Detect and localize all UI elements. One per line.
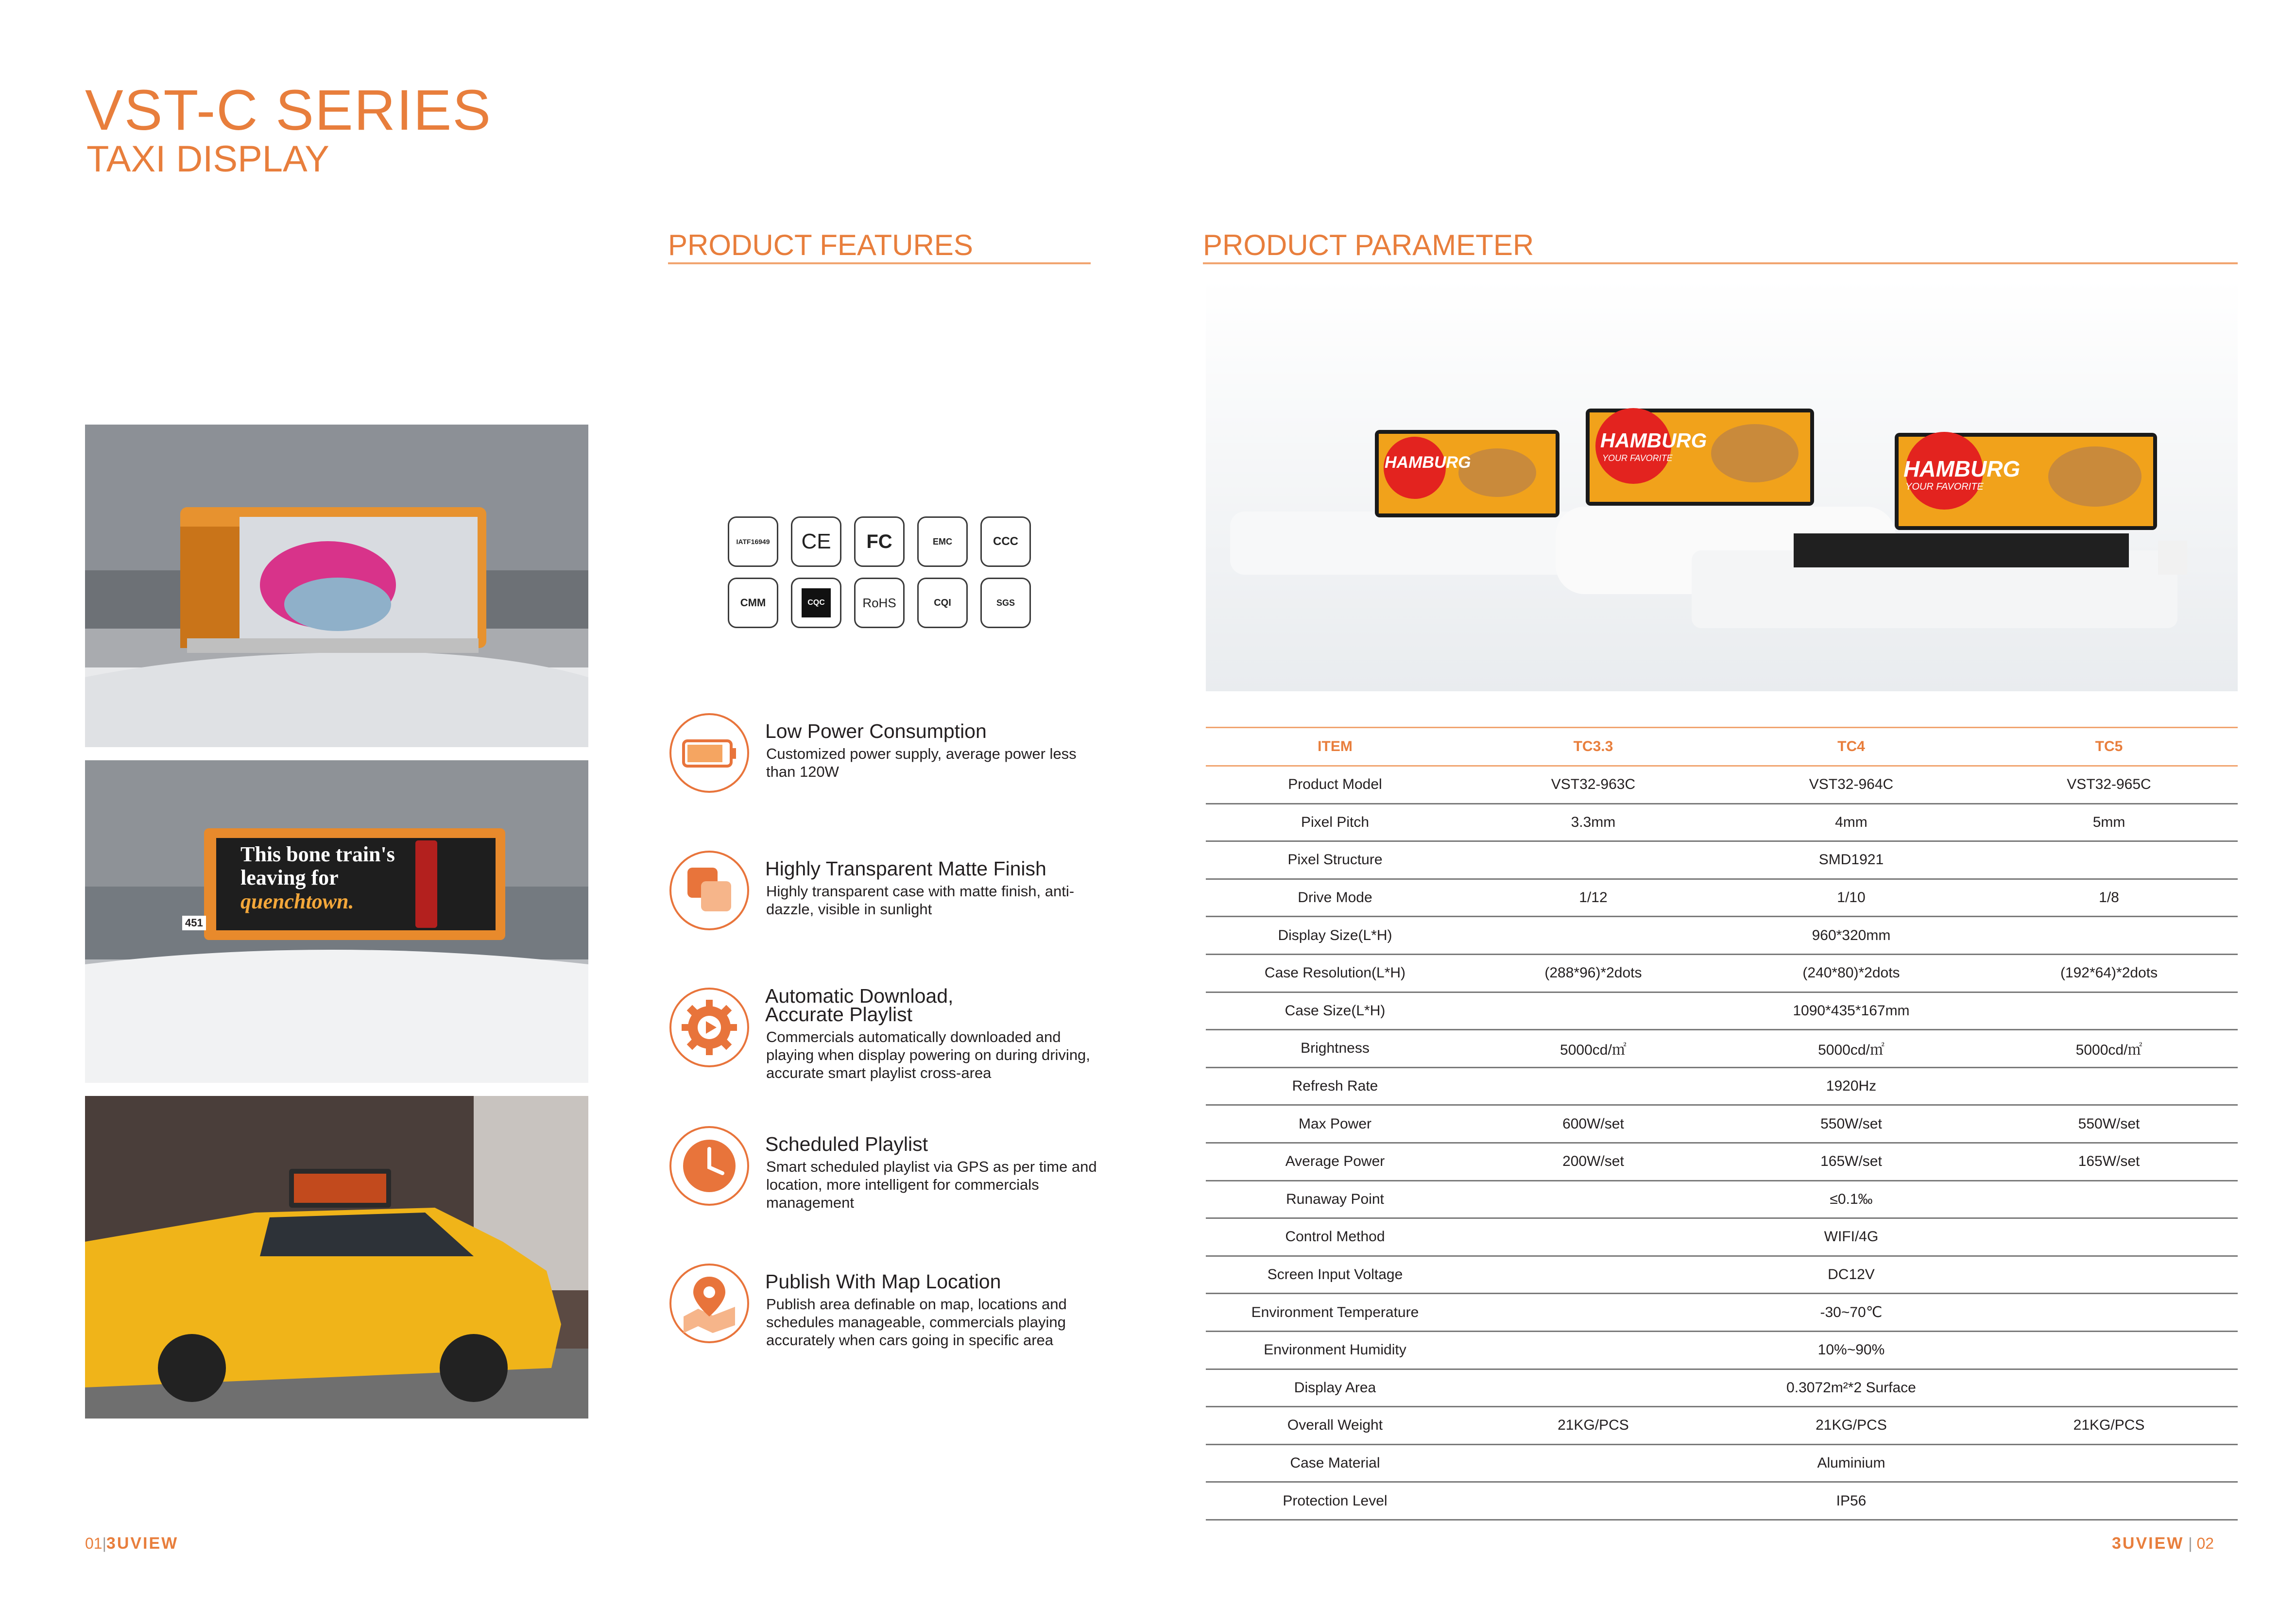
param-value: 550W/set [1980, 1105, 2238, 1143]
yellow-taxi-photo [85, 1096, 588, 1419]
cert-fc-icon: FC [854, 516, 905, 567]
param-value: (288*96)*2dots [1464, 954, 1722, 992]
param-label: Environment Temperature [1206, 1294, 1464, 1332]
cert-cqc-icon: CQC [791, 578, 841, 628]
param-value [1980, 917, 2238, 955]
param-value [1464, 1444, 1722, 1482]
parameter-heading-rule [1203, 262, 2238, 264]
footer-left: 01|3UVIEW [85, 1534, 179, 1553]
feature-low-power [668, 712, 1105, 799]
param-value: 5mm [1980, 804, 2238, 841]
param-value [1464, 1331, 1722, 1369]
feature-scheduled-playlist [668, 1125, 1105, 1222]
table-row [1206, 1407, 2238, 1445]
param-value [1464, 1294, 1722, 1332]
param-value [1980, 1256, 2238, 1294]
gear-play-icon [668, 986, 751, 1069]
param-value: 4mm [1722, 804, 1980, 841]
param-value: VST32-964C [1722, 766, 1980, 804]
parameter-heading: PRODUCT PARAMETER [1203, 229, 1534, 261]
battery-icon [668, 712, 751, 794]
param-value: 1090*435*167mm [1722, 992, 1980, 1030]
product-hero-image [1206, 278, 2238, 691]
param-label: Case Material [1206, 1444, 1464, 1482]
table-row [1206, 879, 2238, 917]
taxi-roof-photo [85, 425, 588, 747]
brand-logo-left: 3UVIEW [106, 1534, 179, 1553]
page-number-right: 02 [2196, 1535, 2214, 1552]
param-value [1464, 917, 1722, 955]
param-label: Control Method [1206, 1218, 1464, 1256]
param-label: Overall Weight [1206, 1407, 1464, 1445]
param-label: Refresh Rate [1206, 1067, 1464, 1105]
clock-icon [668, 1125, 751, 1207]
param-label: Display Area [1206, 1369, 1464, 1407]
feature-title: Low Power Consumption [765, 720, 987, 742]
table-row [1206, 1180, 2238, 1218]
cert-cqi-icon: CQI [917, 578, 968, 628]
param-label: Runaway Point [1206, 1180, 1464, 1218]
param-value [1464, 1482, 1722, 1520]
footer-right: 3UVIEW | 02 [2112, 1534, 2214, 1553]
param-label: Environment Humidity [1206, 1331, 1464, 1369]
hero-screen-2-text: HAMBURG [1600, 429, 1707, 452]
param-value [1980, 1444, 2238, 1482]
param-value: 5000cd/㎡ [1464, 1030, 1722, 1068]
param-value: SMD1921 [1722, 841, 1980, 879]
series-subtitle: TAXI DISPLAY [86, 138, 329, 180]
param-value: 5000cd/㎡ [1722, 1030, 1980, 1068]
cert-cmm-icon: CMM [728, 578, 778, 628]
features-heading-rule [668, 262, 1091, 264]
param-label: Case Resolution(L*H) [1206, 954, 1464, 992]
header-tc5: TC5 [1980, 728, 2238, 766]
cert-sgs-icon: SGS [980, 578, 1031, 628]
table-body [1206, 766, 2238, 1520]
param-value: 3.3mm [1464, 804, 1722, 841]
param-value [1980, 1180, 2238, 1218]
feature-map-location [668, 1262, 1105, 1359]
map-pin-icon [668, 1262, 751, 1345]
table-row [1206, 766, 2238, 804]
param-label: Case Size(L*H) [1206, 992, 1464, 1030]
param-value: 10%~90% [1722, 1331, 1980, 1369]
param-value: ≤0.1‰ [1722, 1180, 1980, 1218]
table-row [1206, 992, 2238, 1030]
param-value: 550W/set [1722, 1105, 1980, 1143]
param-value: 960*320mm [1722, 917, 1980, 955]
ad-line-3: quenchtown. [240, 889, 354, 913]
param-value: VST32-963C [1464, 766, 1722, 804]
table-row [1206, 1218, 2238, 1256]
param-value [1464, 1180, 1722, 1218]
param-label: Average Power [1206, 1143, 1464, 1180]
param-label: Display Size(L*H) [1206, 917, 1464, 955]
table-row [1206, 917, 2238, 955]
param-label: Pixel Pitch [1206, 804, 1464, 841]
table-row [1206, 1105, 2238, 1143]
param-value: 0.3072m²*2 Surface [1722, 1369, 1980, 1407]
cert-ce-icon: CE [791, 516, 841, 567]
cert-rohs-icon: RoHS [854, 578, 905, 628]
param-value: WIFI/4G [1722, 1218, 1980, 1256]
brand-logo-right: 3UVIEW [2112, 1534, 2184, 1553]
table-row [1206, 1256, 2238, 1294]
feature-desc: Highly transparent case with matte finish, anti-dazzle, visible in sunlight [766, 883, 1075, 918]
param-value [1464, 1067, 1722, 1105]
param-value: Aluminium [1722, 1444, 1980, 1482]
param-label: Protection Level [1206, 1482, 1464, 1520]
table-row [1206, 1331, 2238, 1369]
parameter-table [1206, 727, 2238, 1521]
certification-grid [728, 516, 1033, 628]
hero-screen-2-sub: YOUR FAVORITE [1602, 453, 1673, 463]
param-value [1464, 841, 1722, 879]
param-value: 200W/set [1464, 1143, 1722, 1180]
param-value [1980, 1294, 2238, 1332]
param-value: 1/10 [1722, 879, 1980, 917]
hero-screen-3-sub: YOUR FAVORITE [1905, 481, 1984, 492]
param-value: (192*64)*2dots [1980, 954, 2238, 992]
param-value: DC12V [1722, 1256, 1980, 1294]
param-value: (240*80)*2dots [1722, 954, 1980, 992]
param-value: 21KG/PCS [1722, 1407, 1980, 1445]
ad-line-2: leaving for [240, 866, 339, 890]
param-label: Screen Input Voltage [1206, 1256, 1464, 1294]
param-value: 5000cd/㎡ [1980, 1030, 2238, 1068]
table-row [1206, 1482, 2238, 1520]
table-row [1206, 841, 2238, 879]
param-label: Max Power [1206, 1105, 1464, 1143]
hero-screen-3-text: HAMBURG [1903, 456, 2021, 481]
param-value: 21KG/PCS [1464, 1407, 1722, 1445]
feature-desc: Publish area definable on map, locations and schedules manageable, commercials playing accurately when cars going in specific area [766, 1296, 1067, 1349]
feature-title-line2: Accurate Playlist [765, 1003, 913, 1026]
table-row [1206, 954, 2238, 992]
param-label: Drive Mode [1206, 879, 1464, 917]
param-value [1464, 992, 1722, 1030]
param-label: Product Model [1206, 766, 1464, 804]
param-value: 1920Hz [1722, 1067, 1980, 1105]
taxi-ad-photo [85, 760, 588, 1083]
param-value: 21KG/PCS [1980, 1407, 2238, 1445]
series-title: VST-C SERIES [85, 78, 492, 142]
param-value [1980, 1067, 2238, 1105]
header-item: ITEM [1206, 728, 1464, 766]
table-row [1206, 1369, 2238, 1407]
feature-matte-finish [668, 849, 1105, 937]
layers-icon [668, 849, 751, 932]
param-value [1980, 1218, 2238, 1256]
param-value: IP56 [1722, 1482, 1980, 1520]
param-value [1980, 841, 2238, 879]
param-value: -30~70℃ [1722, 1294, 1980, 1332]
table-row [1206, 804, 2238, 841]
features-heading: PRODUCT FEATURES [668, 229, 973, 261]
param-value [1980, 1369, 2238, 1407]
param-value: 165W/set [1722, 1143, 1980, 1180]
feature-title-line1: Automatic Download, [765, 985, 954, 1007]
table-row [1206, 1444, 2238, 1482]
cert-ccc-icon: CCC [980, 516, 1031, 567]
cert-iatf-icon: IATF16949 [728, 516, 778, 567]
ad-line-1: This bone train's [240, 842, 395, 866]
header-tc33: TC3.3 [1464, 728, 1722, 766]
param-value: 600W/set [1464, 1105, 1722, 1143]
param-value: VST32-965C [1980, 766, 2238, 804]
param-value [1464, 1218, 1722, 1256]
table-row [1206, 1143, 2238, 1180]
table-header-row [1206, 728, 2238, 766]
param-value [1980, 1331, 2238, 1369]
hero-screen-1-text: HAMBURG [1385, 453, 1471, 472]
param-value [1980, 1482, 2238, 1520]
feature-title: Scheduled Playlist [765, 1133, 928, 1155]
param-value [1980, 992, 2238, 1030]
feature-title: Publish With Map Location [765, 1270, 1001, 1293]
param-label: Brightness [1206, 1030, 1464, 1068]
param-label: Pixel Structure [1206, 841, 1464, 879]
feature-auto-download [668, 986, 1105, 1083]
param-value: 1/8 [1980, 879, 2238, 917]
page-number-left: 01 [85, 1535, 103, 1552]
taxi-plate: 451 [182, 916, 206, 930]
cert-emc-icon: EMC [917, 516, 968, 567]
header-tc4: TC4 [1722, 728, 1980, 766]
param-value: 1/12 [1464, 879, 1722, 917]
feature-desc: Customized power supply, average power less than 120W [766, 745, 1077, 781]
feature-desc: Smart scheduled playlist via GPS as per time and location, more intelligent for commercials management [766, 1158, 1097, 1212]
table-row [1206, 1067, 2238, 1105]
param-value [1464, 1369, 1722, 1407]
feature-title: Highly Transparent Matte Finish [765, 857, 1046, 880]
feature-desc: Commercials automatically downloaded and playing when display powering on during driving, accurate smart playlist cross-area [766, 1028, 1090, 1082]
table-row [1206, 1294, 2238, 1332]
param-value: 165W/set [1980, 1143, 2238, 1180]
param-value [1464, 1256, 1722, 1294]
table-row [1206, 1030, 2238, 1068]
